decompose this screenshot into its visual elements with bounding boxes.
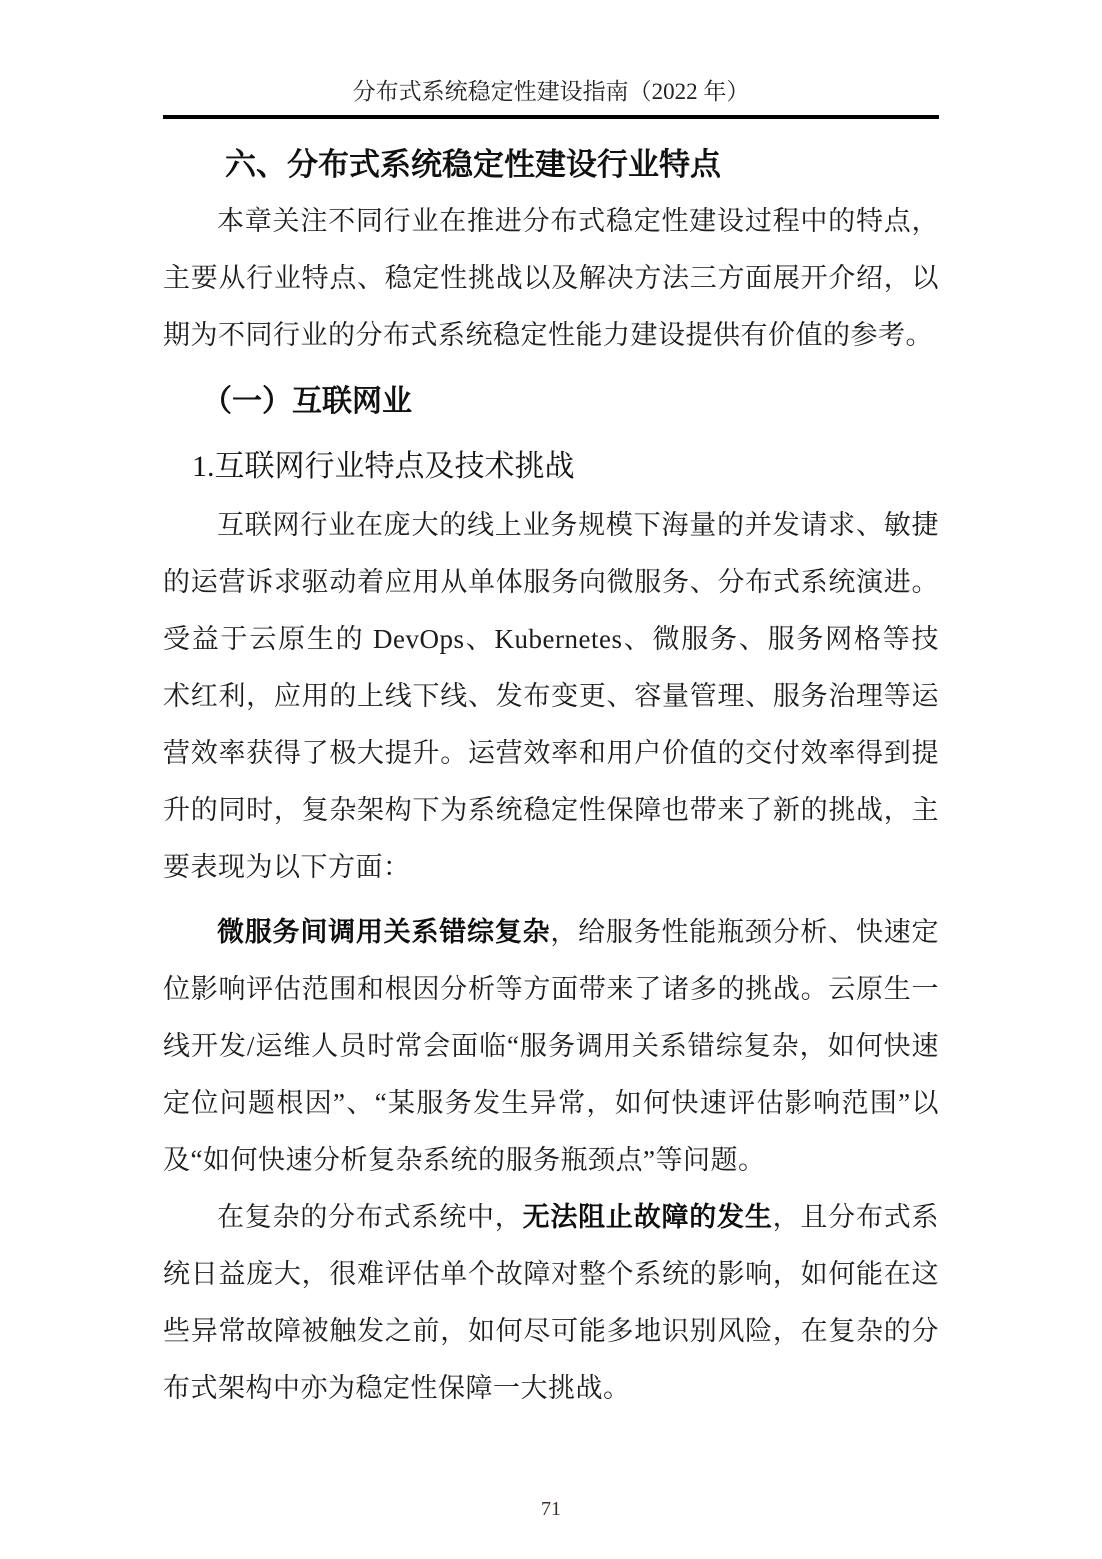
fault-paragraph-pre: 在复杂的分布式系统中， (217, 1202, 523, 1232)
intro-paragraph: 本章关注不同行业在推进分布式稳定性建设过程中的特点，主要从行业特点、稳定性挑战以及解决方法三方面展开介绍，以期为不同行业的分布式系统稳定性能力建设提供有价值的参考。 (163, 206, 939, 350)
running-header-title: 分布式系统稳定性建设指南（2022 年） (352, 79, 750, 104)
fault-paragraph (163, 1189, 939, 1417)
overview-paragraph: 互联网行业在庞大的线上业务规模下海量的并发请求、敏捷的运营诉求驱动着应用从单体服务向微服务、分布式系统演进。受益于云原生的 DevOps、Kubernetes、微服务、服务网格等技术红利，应用的上线下线、发布变更、容量管理、服务治理等运营效率获得了极大提升。运营效率和用户价值的交付效率得到提升的同时，复杂架构下为系统稳定性保障也带来了新的挑战，主要表现为以下方面： (163, 510, 939, 882)
subsection-heading: 1.互联网行业特点及技术挑战 (192, 450, 575, 483)
chapter-heading: 六、分布式系统稳定性建设行业特点 (225, 147, 721, 182)
page-content (163, 145, 939, 1521)
microservice-paragraph-rest: ，给服务性能瓶颈分析、快速定位影响评估范围和根因分析等方面带来了诸多的挑战。云原生一线开发/运维人员时常会面临“服务调用关系错综复杂，如何快速定位问题根因”、“某服务发生异常，如何快速评估影响范围”以及“如何快速分析复杂系统的服务瓶颈点”等问题。 (163, 917, 940, 1175)
fault-paragraph-post: ，且分布式系统日益庞大，很难评估单个故障对整个系统的影响，如何能在这些异常故障被触发之前，如何尽可能多地识别风险，在复杂的分布式架构中亦为稳定性保障一大挑战。 (163, 1202, 940, 1403)
section-heading: （一）互联网业 (202, 385, 412, 418)
header-rule-divider (163, 115, 939, 119)
microservice-paragraph (163, 904, 939, 1189)
page-number: 71 (541, 1498, 561, 1520)
microservice-paragraph-bold-lead: 微服务间调用关系错综复杂 (217, 917, 551, 947)
fault-paragraph-bold: 无法阻止故障的发生 (522, 1202, 773, 1232)
